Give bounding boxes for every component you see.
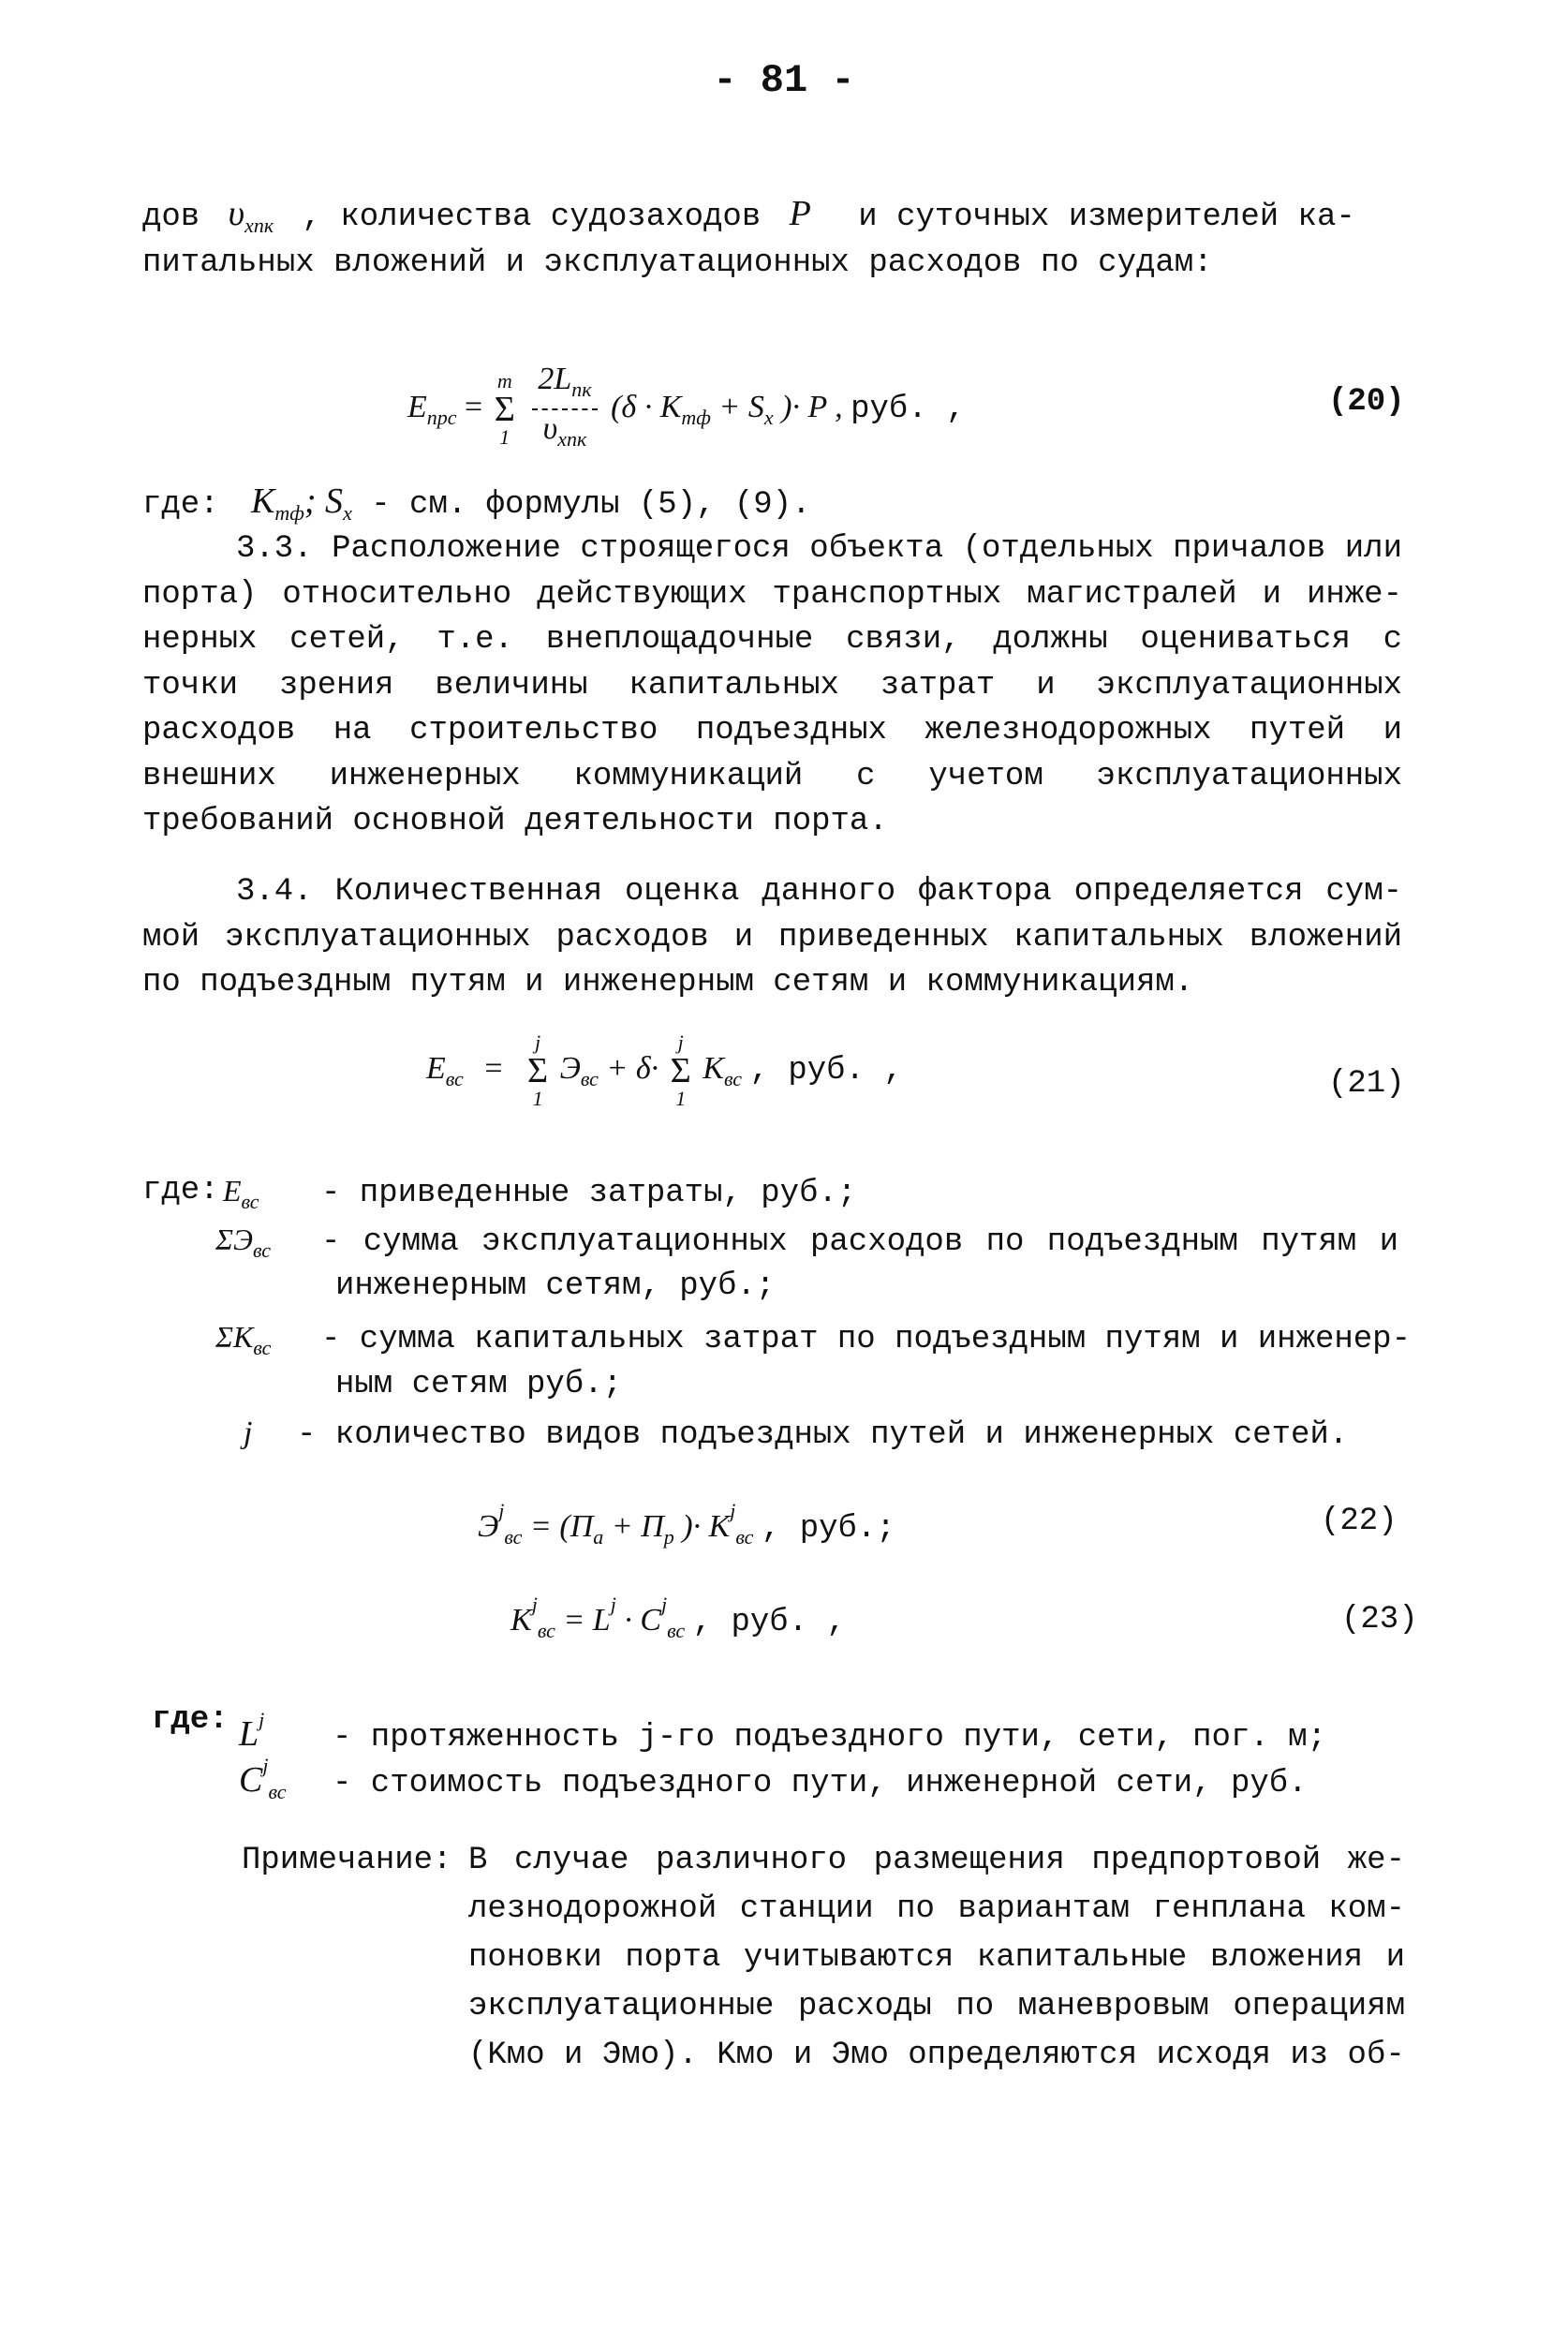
page-number: - 81 - [713,58,855,103]
where-21-item-3: $\Sigma K_{вс}$ - сумма капитальных затрат по подъездным путям и инженер- [215,1320,1411,1359]
where-21-item-3-cont: ным сетям руб.; [335,1367,623,1402]
intro-line-2: питальных вложений и эксплуатационных расходов по судам: [142,245,1213,281]
note-label: Примечание: [242,1843,452,1878]
equation-number-21: (21) [1328,1066,1405,1102]
equation-number-20: (20) [1328,384,1405,420]
where-21-item-2: $\Sigma Э_{вс}$ - сумма эксплуатационных расходов по подъездным путям и [215,1223,1398,1262]
formula-20: $E_{прс}$ = m Σ 1 $\frac{2L_{пк}}{\upsilon_{хпк}}$ ($\delta \cdot K_{тф} + S_x$ )· P , руб. , [407,362,966,451]
formula-21: $E_{вс}$ = j Σ 1 $Э_{вс} + \delta\cdot$ j Σ 1 $K_{вс}$ , руб. , [426,1030,903,1110]
velocity-symbol: υ [228,194,245,233]
equation-number-22: (22) [1321,1504,1398,1539]
where-23-item-1: $L^j-$ протяженность j-го подъездного пути, сети, пог. м; [239,1708,1326,1756]
where-21-item-1: $E_{вс}$ - приведенные затраты, руб.; [223,1174,857,1213]
where-21-item-4: j - количество видов подъездных путей и инженерных сетей. [244,1416,1349,1453]
intro-line-1: дов $\upsilon_{хпк}$ , количества судозаходов P и суточных измерителей ка- [142,194,1355,237]
ship-calls-symbol: P [789,194,811,233]
paragraph-3-4: 3.4. Количественная оценка данного фактора определяется суммой эксплуатационных расходов и приведенных капитальных вложений по подъездным путям и инженерным сетям и коммуникациям. [142,874,1402,1001]
equation-number-23: (23) [1341,1602,1418,1638]
note-text: В случае различного размещения предпортовой железнодорожной станции по вариантам генплана компоновки порта учитываются капитальные вложения и эксплуатационные расходы по маневровым операциям (Kмо и Эмо). Kмо и Эмо определяются исходя из об- [468,1843,1405,2073]
where-21-label: где: [142,1173,219,1208]
where-23-item-2: $C^j_{вс}$ - стоимость подъездного пути, инженерной сети, руб. [239,1754,1308,1803]
formula-22: $Э^j_{вс} = (П_а + П_р$ )· $K^j_{вс}$ , руб.; [478,1499,895,1549]
formula-23: $K^j_{вс} = L^j \cdot C^j_{вс}$ , руб. , [510,1593,846,1642]
where-23-label: где: [152,1702,229,1738]
where-formula-20: где: $K_{тф}$; $S_x$ - см. формулы (5), (9). [142,482,811,525]
where-21-item-2-cont: инженерным сетям, руб.; [335,1268,776,1304]
paragraph-3-3: 3.3. Расположение строящегося объекта (отдельных причалов или порта) относительно действующих транспортных магистралей и инженерных сетей, т.е. внеплощадочные связи, должны оцениваться с точки зрения величины капитальных затрат и эксплуатационных расходов на строительство подъездных железнодорожных путей и внешних инженерных коммуникаций с учетом эксплуатационных требований основной деятельности порта. [142,531,1402,839]
